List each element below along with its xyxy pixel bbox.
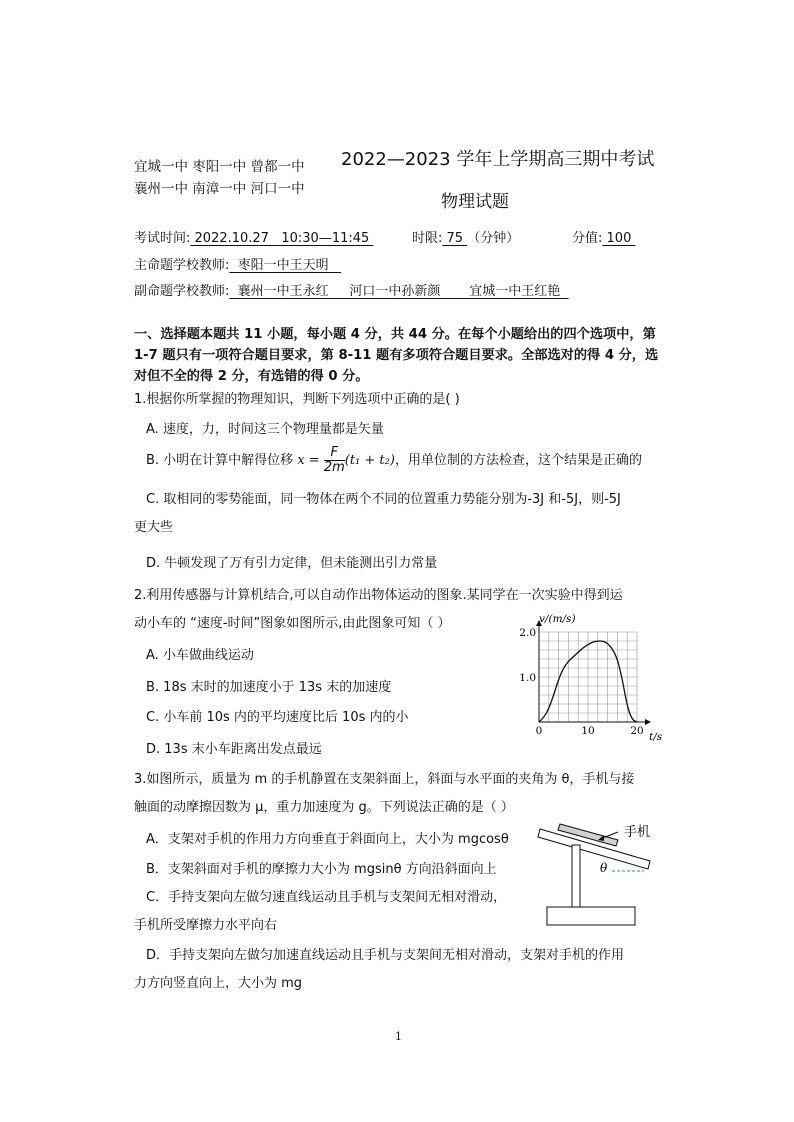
q1-option-b bbox=[146, 446, 642, 475]
q2-stem-line1: 2.利用传感器与计算机结合,可以自动作出物体运动的图象.某同学在一次实验中得到运 bbox=[134, 588, 623, 603]
x-tick-label: 20 bbox=[630, 725, 644, 737]
q2-option-d: D. 13s 末小车距离出发点最远 bbox=[146, 742, 322, 757]
q3-option-d-line1: D．手持支架向左做匀加速直线运动且手机与支架间无相对滑动，支架对手机的作用 bbox=[146, 948, 625, 963]
q2-option-a: A. 小车做曲线运动 bbox=[146, 648, 254, 663]
y-tick-label: 1.0 bbox=[519, 672, 536, 684]
stand-pole bbox=[572, 845, 580, 907]
duration-unit: （分钟） bbox=[467, 231, 520, 246]
chief-author-value: 枣阳一中王天明 bbox=[229, 258, 342, 273]
q1-option-c-line2: 更大些 bbox=[134, 520, 174, 535]
q3-stem-line2: 触面的动摩擦因数为 μ，重力加速度为 g。下列说法正确的是（ ） bbox=[134, 800, 514, 815]
chief-author-row bbox=[134, 254, 341, 273]
x-tick-label: 10 bbox=[581, 725, 595, 737]
duration-row bbox=[412, 227, 519, 246]
q1-option-d: D. 牛顿发现了万有引力定律，但未能测出引力常量 bbox=[146, 556, 438, 571]
q3-option-b: B．支架斜面对手机的摩擦力大小为 mgsinθ 方向沿斜面向上 bbox=[146, 862, 497, 877]
angle-theta-label: θ bbox=[600, 861, 608, 875]
q3-option-c-line1: C．手持支架向左做匀速直线运动且手机与支架间无相对滑动， bbox=[146, 890, 507, 905]
q3-option-a: A．支架对手机的作用力方向垂直于斜面向上，大小为 mgcosθ bbox=[146, 832, 509, 847]
chart-y-label: v/(m/s) bbox=[539, 613, 576, 625]
q2-option-c: C. 小车前 10s 内的平均速度比后 10s 内的小 bbox=[146, 710, 409, 725]
school-list-line-1: 宜城一中 枣阳一中 曾都一中 bbox=[134, 159, 305, 175]
chart-axes bbox=[536, 620, 651, 725]
school-list-line-2: 襄州一中 南漳一中 河口一中 bbox=[134, 181, 305, 197]
q2-stem-line2: 动小车的 “速度-时间”图象如图所示,由此图象可知（ ） bbox=[134, 616, 451, 631]
x-axis-arrow bbox=[645, 719, 651, 725]
q1-option-c-line1: C. 取相同的零势能面，同一物体在两个不同的位置重力势能分别为-3J 和-5J，则-5J bbox=[146, 492, 621, 507]
y-tick-label: 2.0 bbox=[519, 627, 536, 639]
page-number: 1 bbox=[395, 1030, 402, 1043]
exam-time-row bbox=[134, 227, 373, 246]
q1-stem: 1.根据你所掌握的物理知识，判断下列选项中正确的是( ) bbox=[134, 392, 460, 407]
chief-author-label: 主命题学校教师: bbox=[134, 258, 230, 273]
vice-author-value: 襄州一中王永红 河口一中孙新颜 宜城一中王红艳 bbox=[229, 284, 569, 299]
duration-value: 75 bbox=[442, 231, 468, 246]
vice-author-row bbox=[134, 280, 569, 299]
stand-base bbox=[547, 907, 635, 925]
q1-equation-lhs: x = bbox=[297, 453, 320, 468]
q1-option-b-suffix: ，用单位制的方法检查，这个结果是正确的 bbox=[394, 453, 642, 468]
fraction-denominator: 2m bbox=[323, 460, 345, 475]
q1-equation-rhs: (t₁ + t₂) bbox=[344, 453, 395, 468]
velocity-time-chart bbox=[505, 610, 680, 745]
chart-x-label: t/s bbox=[649, 731, 663, 743]
vice-author-label: 副命题学校教师: bbox=[134, 284, 230, 299]
chart-ticks bbox=[519, 627, 643, 737]
score-row bbox=[572, 227, 635, 246]
q1-option-a: A. 速度，力，时间这三个物理量都是矢量 bbox=[146, 422, 384, 437]
q3-option-d-line2: 力方向竖直向上，大小为 mg bbox=[134, 976, 303, 991]
exam-title: 2022—2023 学年上学期高三期中考试 bbox=[341, 149, 655, 170]
duration-label: 时限: bbox=[412, 231, 443, 246]
q1-equation-fraction bbox=[324, 446, 345, 475]
school-list bbox=[134, 156, 305, 200]
q3-stem-line1: 3.如图所示，质量为 m 的手机静置在支架斜面上，斜面与水平面的夹角为 θ，手机与接 bbox=[134, 772, 635, 787]
q3-option-c-line2: 手机所受摩擦力水平向右 bbox=[134, 918, 278, 933]
score-value: 100 bbox=[602, 231, 636, 246]
exam-subtitle: 物理试题 bbox=[441, 192, 509, 212]
fraction-numerator: F bbox=[324, 446, 345, 461]
exam-time-value: 2022.10.27 10:30—11:45 bbox=[190, 231, 374, 246]
phone-label: 手机 bbox=[624, 825, 651, 840]
phone-stand-figure bbox=[530, 815, 690, 930]
x-tick-label: 0 bbox=[535, 725, 543, 737]
section-1-heading: 一、选择题本题共 11 小题，每小题 4 分，共 44 分。在每个小题给出的四个选项中，第 1-7 题只有一项符合题目要求，第 8-11 题有多项符合题目要求。全部选对的得 4 分，选对但不全的得 2 分，有选错的得 0 分。 bbox=[134, 327, 659, 384]
exam-time-label: 考试时间: bbox=[134, 231, 191, 246]
score-label: 分值: bbox=[572, 231, 603, 246]
q2-option-b: B. 18s 末时的加速度小于 13s 末的加速度 bbox=[146, 680, 392, 695]
q1-option-b-prefix: B. 小明在计算中解得位移 bbox=[146, 453, 294, 468]
